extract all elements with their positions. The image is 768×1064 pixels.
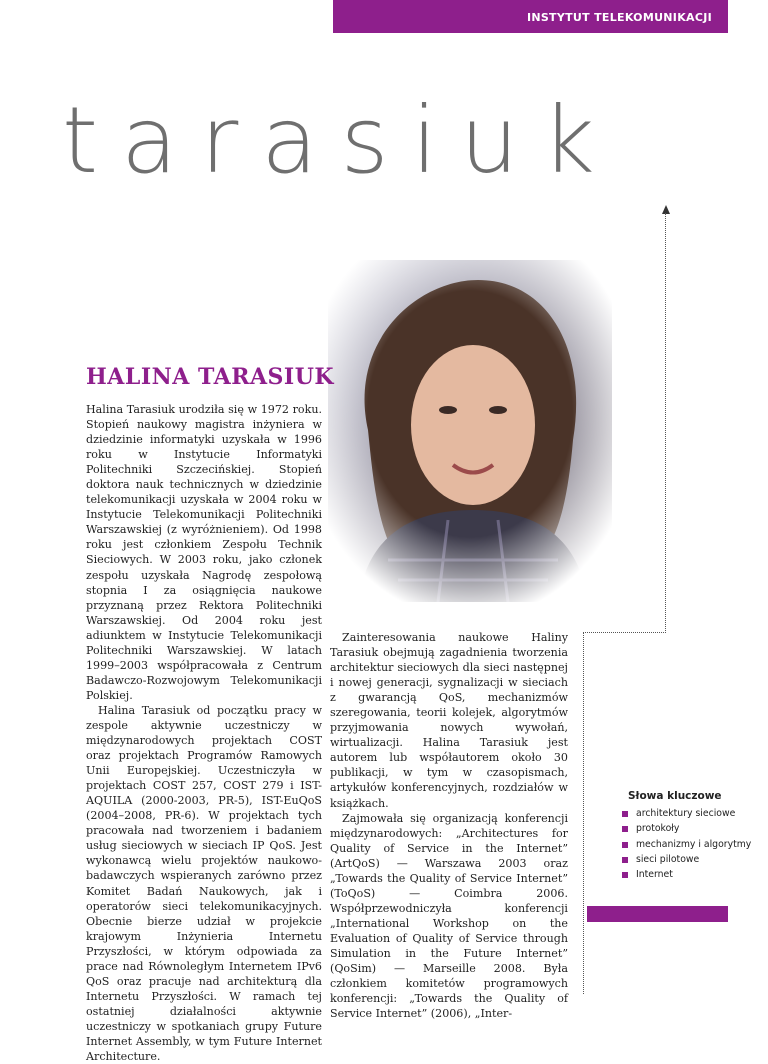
portrait-photo [328, 260, 612, 602]
interests-column [330, 630, 568, 1021]
keyword-item: architektury sieciowe [622, 806, 752, 821]
keywords-box [622, 790, 752, 882]
keywords-title: Słowa kluczowe [628, 790, 722, 802]
interests-paragraph: Zainteresowania naukowe Haliny Tarasiuk obejmują zagadnienia tworzenia architektur sieciowych dla sieci następnej i nowej generacji, sygnalizacji w sieciach z gwarancją QoS, mechanizmów szeregowania, teorii kolejek, algorytmów przyjmowania nowych wywołań, wirtualizacji. Halina Tarasiuk jest autorem lub współautorem około 30 publikacji, w tym w czasopismach, artykułów konferencyjnych, rozdziałów w książkach. [330, 631, 568, 810]
person-name-heading: HALINA TARASIUK [86, 364, 335, 390]
interests-paragraph: Zajmowała się organizacją konferencji międzynarodowych: „Architectures for Quality of Service in the Internet” (ArtQoS) — Warszawa 2003 oraz „Towards the Quality of Service Internet” (ToQoS) — Coimbra 2006. Współprzewodniczyła konferencji „International Workshop on the Evaluation of Quality of Service through Simulation in the Future Internet” (QoSim) — Marseille 2008. Była członkiem komitetów programowych konferencji: „Towards the Quality of Service Internet” (2006), „Inter- [330, 811, 568, 1021]
square-bullet-icon [622, 811, 628, 817]
portrait-illustration [328, 260, 612, 602]
square-bullet-icon [622, 872, 628, 878]
biography-paragraph: Halina Tarasiuk od początku pracy w zespole aktywnie uczestniczy w międzynarodowych projektach COST oraz projektach Programów Ramowych Unii Europejskiej. Uczestniczyła w projektach COST 257, COST 279 i IST-AQUILA (2000-2003, PR-5), IST-EuQoS (2004–2008, PR-6). W projektach tych pracowała nad tworzeniem i badaniem usług sieciowych w sieciach IP QoS. Jest wykonawcą wielu projektów naukowo-badawczych wspieranych zarówno przez Komitet Badań Naukowych, jak i operatorów sieci telekomunikacyjnych. Obecnie bierze udział w projekcie krajowym Inżynieria Internetu Przyszłości, w którym odpowiada za prace nad Równoległym Internetem IPv6 QoS oraz pracuje nad architekturą dla Internetu Przyszłości. W ramach tej ostatniej działalności aktywnie uczestniczy w spotkaniach grupy Future Internet Assembly, w tym Future Internet Architecture. [86, 703, 322, 1064]
large-surname-heading: tarasiuk [62, 87, 618, 194]
decorative-bottom-bar [587, 906, 728, 922]
connector-line-horizontal [583, 632, 666, 633]
connector-line-upper [665, 213, 666, 633]
square-bullet-icon [622, 842, 628, 848]
keyword-item: Internet [622, 867, 752, 882]
biography-paragraph: Halina Tarasiuk urodziła się w 1972 roku. Stopień naukowy magistra inżyniera w dziedzinie informatyki uzyskała w 1996 roku w Instytucie Informatyki Politechniki Szczecińskiej. Stopień doktora nauk technicznych w dziedzinie telekomunikacji uzyskała w 2004 roku w Instytucie Telekomunikacji Politechniki Warszawskiej (z wyróżnieniem). Od 1998 roku jest członkiem Zespołu Technik Sieciowych. W 2003 roku, jako członek zespołu uzyskała Nagrodę zespołową stopnia I za osiągnięcia naukowe przyznaną przez Rektora Politechniki Warszawskiej. Od 2004 roku jest adiunktem w Instytucie Telekomunikacji Politechniki Warszawskiej. W latach 1999–2003 współpracowała z Centrum Badawczo-Rozwojowym Telekomunikacji Polskiej. [86, 403, 322, 702]
biography-column [86, 402, 322, 1064]
square-bullet-icon [622, 826, 628, 832]
arrow-up-icon [662, 205, 670, 214]
keyword-item: mechanizmy i algorytmy [622, 837, 752, 852]
keyword-item: sieci pilotowe [622, 852, 752, 867]
header-bar [333, 0, 728, 33]
keywords-list [622, 806, 752, 882]
square-bullet-icon [622, 857, 628, 863]
keyword-item: protokoły [622, 821, 752, 836]
connector-line-lower [583, 632, 584, 994]
institute-name: INSTYTUT TELEKOMUNIKACJI [526, 11, 712, 24]
